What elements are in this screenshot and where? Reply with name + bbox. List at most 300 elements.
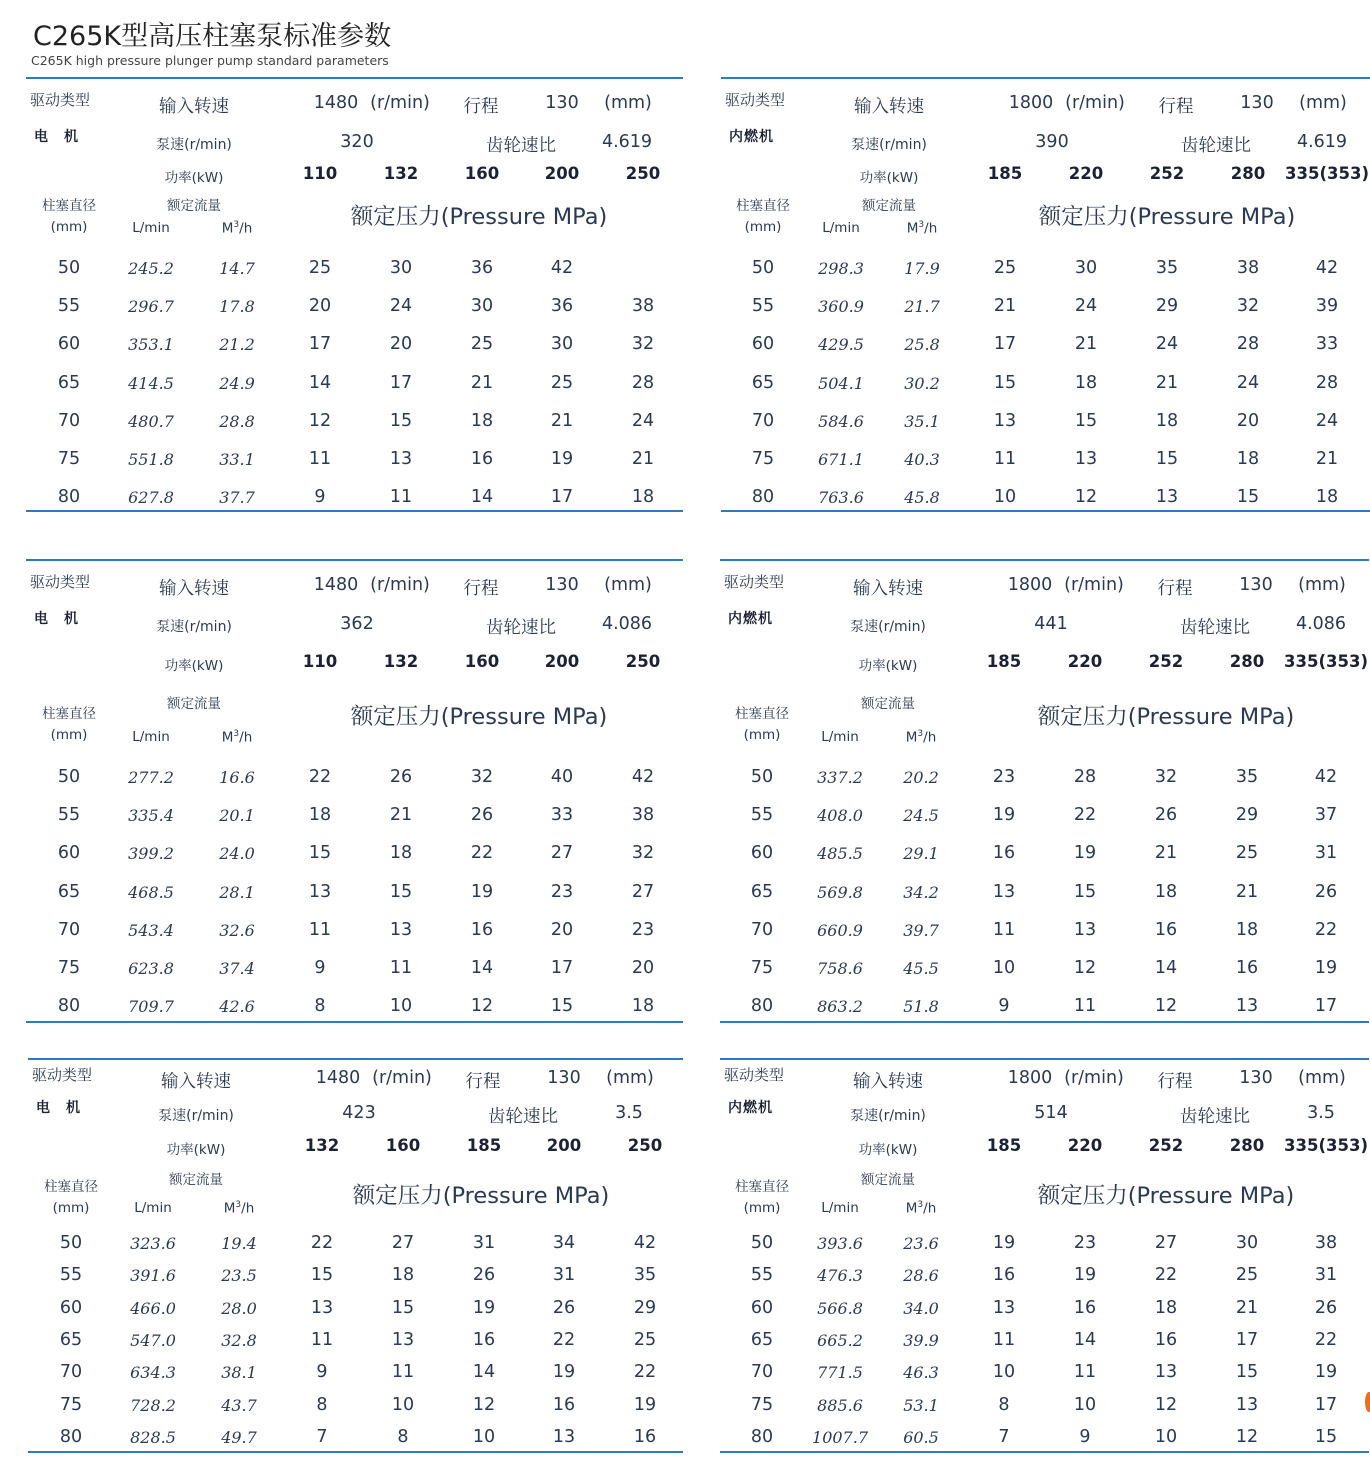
page-title: C265K型高压柱塞泵标准参数 [33,21,392,52]
pressure-value: 19 [1314,958,1338,978]
pressure-value: 33 [1315,334,1339,355]
drive-type-label: 驱动类型 [30,573,91,591]
pressure-value: 17 [1235,1329,1259,1350]
table-top-rule [26,559,683,561]
pressure-value: 15 [389,410,413,431]
plunger-diameter: 50 [57,767,81,787]
pressure-value: 7 [998,1426,1010,1447]
pressure-value: 38 [631,805,655,826]
pressure-value: 35 [633,1265,657,1286]
drive-type-value: 内燃机 [729,129,774,145]
gear-ratio-value: 4.086 [1295,614,1347,634]
power-value: 110 [302,652,338,671]
power-value: 200 [546,1136,582,1155]
flow-m3h: 46.3 [903,1363,939,1383]
pressure-value: 25 [550,372,574,393]
stroke-unit: (mm) [604,93,652,113]
flow-m3h: 60.5 [903,1427,939,1447]
flow-m3h: 20.1 [219,806,255,826]
pressure-value: 26 [1314,1297,1338,1318]
pressure-title: 额定压力(Pressure MPa) [350,204,608,230]
pressure-value: 13 [391,1329,415,1350]
pressure-value: 8 [316,1394,328,1415]
pressure-value: 22 [1154,1265,1178,1286]
stroke-value: 130 [1239,1068,1273,1088]
pressure-value: 20 [1236,410,1260,431]
pressure-value: 33 [550,805,574,826]
table-top-rule [28,1058,683,1060]
pressure-value: 24 [1155,334,1179,355]
power-value: 335(353) [1285,164,1369,183]
table-bottom-rule [26,1021,683,1023]
pump-speed-label: 泵速(r/min) [158,1108,234,1124]
pressure-value: 22 [310,1233,334,1253]
spec-table-2 [721,77,1370,512]
pressure-value: 19 [1073,843,1097,864]
pressure-value: 21 [389,805,413,826]
pressure-value: 19 [633,1394,657,1415]
plunger-dia-label: 柱塞直径 [42,198,96,214]
flow-lmin: 360.9 [818,297,864,317]
pressure-value: 40 [550,767,574,787]
pressure-value: 20 [550,919,574,940]
stroke-label: 行程 [1157,579,1193,599]
pressure-value: 15 [389,881,413,902]
pressure-value: 9 [314,958,326,978]
pressure-value: 15 [550,996,574,1017]
pressure-value: 11 [992,1329,1016,1350]
flow-m3h: 28.0 [221,1298,257,1318]
pressure-value: 38 [1236,258,1260,278]
flow-m3h: 28.6 [903,1266,939,1286]
flow-lmin: 584.6 [818,411,864,431]
pressure-value: 22 [633,1362,657,1383]
pressure-value: 24 [1236,372,1260,393]
gear-ratio-label: 齿轮速比 [486,136,556,156]
power-value: 280 [1230,164,1266,183]
pump-speed-label: 泵速(r/min) [850,1108,926,1124]
power-value: 250 [625,164,661,183]
rated-flow-label: 额定流量 [169,1172,223,1188]
pressure-value: 13 [308,881,332,902]
table-bottom-rule [721,510,1370,512]
pressure-value: 15 [308,843,332,864]
flow-m3h-label: $M^3/h$ [223,1200,255,1217]
flow-m3h: 23.6 [903,1234,939,1253]
table-top-rule [720,1058,1369,1060]
pressure-value: 9 [316,1362,328,1383]
pressure-value: 29 [1235,805,1259,826]
pressure-title: 额定压力(Pressure MPa) [1037,1183,1295,1209]
pressure-value: 31 [1314,843,1338,864]
flow-m3h: 45.8 [904,488,940,508]
pressure-value: 13 [1235,996,1259,1017]
pressure-value: 24 [389,296,413,317]
plunger-diameter: 50 [751,258,775,278]
page-subtitle: C265K high pressure plunger pump standard parameters [31,53,389,68]
flow-lmin-label: L/min [821,1200,859,1216]
flow-lmin: 429.5 [818,335,864,355]
pressure-value: 14 [472,1362,496,1383]
pressure-value: 10 [1073,1394,1097,1415]
pump-speed-value: 514 [1034,1103,1068,1123]
pressure-value: 11 [993,449,1017,469]
power-value: 185 [986,652,1022,671]
pressure-value: 7 [316,1426,328,1447]
input-speed-unit: (r/min) [372,1068,432,1088]
input-speed-unit: (r/min) [370,575,430,595]
flow-lmin: 480.7 [128,411,174,431]
pressure-value: 15 [1235,1362,1259,1383]
drive-type-value: 电 机 [36,1100,81,1116]
plunger-dia-label: 柱塞直径 [735,1179,789,1195]
pressure-value: 26 [472,1265,496,1286]
flow-lmin: 1007.7 [812,1427,868,1447]
pressure-value: 38 [631,296,655,317]
plunger-diameter: 65 [750,881,774,902]
plunger-diameter: 60 [751,334,775,355]
plunger-diameter: 75 [751,449,775,469]
pressure-value: 22 [1314,919,1338,940]
drive-type-value: 电 机 [34,611,79,627]
stroke-value: 130 [545,575,579,595]
pressure-value: 25 [1235,843,1259,864]
pressure-value: 37 [1314,805,1338,826]
pressure-value: 11 [308,449,332,469]
power-value: 110 [302,164,338,183]
flow-lmin: 408.0 [817,806,863,826]
flow-lmin: 771.5 [817,1363,863,1383]
pump-speed-value: 362 [340,614,374,634]
pressure-value: 23 [992,767,1016,787]
flow-m3h: 24.5 [903,806,939,826]
drive-type-label: 驱动类型 [32,1066,93,1084]
stroke-label: 行程 [1158,97,1194,117]
flow-m3h: 43.7 [221,1395,257,1415]
flow-m3h: 37.7 [219,488,255,508]
pressure-value: 12 [1073,958,1097,978]
pressure-value: 26 [552,1297,576,1318]
power-value: 280 [1229,1136,1265,1155]
plunger-dia-label: 柱塞直径 [736,198,790,214]
flow-lmin: 671.1 [818,450,864,469]
pump-speed-value: 423 [342,1103,376,1123]
pressure-value: 10 [472,1426,496,1447]
rated-flow-label: 额定流量 [861,696,915,712]
pressure-value: 38 [1314,1233,1338,1253]
flow-m3h: 40.3 [904,450,940,469]
table-bottom-rule [720,1451,1369,1453]
power-label: 功率(kW) [859,170,919,186]
table-top-rule [721,77,1370,79]
flow-m3h: 14.7 [219,259,255,278]
pressure-value: 24 [631,410,655,431]
pressure-value: 31 [552,1265,576,1286]
pressure-value: 35 [1155,258,1179,278]
pressure-value: 18 [1154,1297,1178,1318]
pressure-value: 11 [308,919,332,940]
stroke-value: 130 [547,1068,581,1088]
plunger-diameter: 75 [750,1394,774,1415]
table-top-rule [720,559,1369,561]
flow-m3h: 33.1 [219,450,255,469]
drive-type-label: 驱动类型 [724,573,785,591]
pressure-value: 23 [1073,1233,1097,1253]
pressure-value: 14 [470,487,494,508]
plunger-diameter: 55 [59,1265,83,1286]
flow-lmin: 485.5 [817,844,863,864]
pressure-value: 10 [992,1362,1016,1383]
flow-lmin: 634.3 [130,1363,176,1383]
flow-lmin: 665.2 [817,1330,863,1350]
pressure-value: 25 [1235,1265,1259,1286]
rated-flow-label: 额定流量 [861,1172,915,1188]
pressure-value: 12 [1235,1426,1259,1447]
pressure-value: 17 [550,487,574,508]
pump-speed-label: 泵速(r/min) [850,619,926,635]
gear-ratio-value: 4.086 [601,614,653,634]
power-label: 功率(kW) [164,658,224,674]
pressure-value: 31 [472,1233,496,1253]
pressure-value: 25 [993,258,1017,278]
stroke-value: 130 [1240,93,1274,113]
pressure-value: 10 [391,1394,415,1415]
flow-lmin: 393.6 [817,1234,863,1253]
pressure-value: 30 [550,334,574,355]
flow-lmin: 476.3 [817,1266,863,1286]
plunger-diameter: 80 [751,487,775,508]
pressure-value: 21 [631,449,655,469]
plunger-dia-label: 柱塞直径 [44,1179,98,1195]
pressure-value: 12 [1154,996,1178,1017]
pressure-value: 21 [1074,334,1098,355]
power-value: 200 [544,652,580,671]
pressure-value: 19 [470,881,494,902]
plunger-diameter: 50 [57,258,81,278]
power-value: 335(353) [1284,652,1368,671]
flow-m3h: 24.0 [219,844,255,864]
gear-ratio-label: 齿轮速比 [1180,618,1250,638]
flow-lmin: 335.4 [128,806,174,826]
pressure-value: 42 [1315,258,1339,278]
plunger-diameter: 50 [750,767,774,787]
flow-m3h: 53.1 [903,1395,939,1415]
pressure-value: 13 [552,1426,576,1447]
rated-flow-label: 额定流量 [167,696,221,712]
stroke-label: 行程 [463,579,499,599]
pressure-value: 28 [1236,334,1260,355]
stroke-unit: (mm) [1298,575,1346,595]
drive-type-label: 驱动类型 [724,1066,785,1084]
pressure-value: 26 [470,805,494,826]
plunger-diameter: 60 [59,1297,83,1318]
pressure-value: 9 [1079,1426,1091,1447]
flow-lmin: 551.8 [128,450,174,469]
pressure-value: 12 [1074,487,1098,508]
pressure-value: 17 [1314,1394,1338,1415]
table-bottom-rule [28,1451,683,1453]
pressure-value: 14 [470,958,494,978]
plunger-dia-unit: (mm) [50,219,88,235]
flow-lmin: 863.2 [817,997,863,1017]
plunger-dia-unit: (mm) [743,727,781,743]
power-value: 250 [625,652,661,671]
flow-m3h: 23.5 [221,1266,257,1286]
table-top-rule [26,77,683,79]
plunger-diameter: 60 [57,843,81,864]
pressure-value: 13 [993,410,1017,431]
pressure-value: 19 [550,449,574,469]
flow-m3h: 34.0 [903,1298,939,1318]
plunger-diameter: 65 [59,1329,83,1350]
flow-lmin: 660.9 [817,920,863,940]
pressure-value: 18 [1074,372,1098,393]
power-label: 功率(kW) [164,170,224,186]
pressure-value: 15 [1236,487,1260,508]
stroke-unit: (mm) [604,575,652,595]
pressure-value: 13 [992,881,1016,902]
pressure-value: 32 [1236,296,1260,317]
table-bottom-rule [26,510,683,512]
pressure-value: 29 [1155,296,1179,317]
pressure-value: 23 [550,881,574,902]
flow-m3h: 30.2 [904,373,940,393]
plunger-diameter: 55 [750,805,774,826]
pressure-value: 42 [633,1233,657,1253]
flow-lmin: 323.6 [130,1234,176,1253]
pressure-value: 22 [470,843,494,864]
pressure-value: 18 [631,996,655,1017]
input-speed-value: 1800 [1007,1068,1053,1088]
plunger-diameter: 65 [750,1329,774,1350]
pressure-value: 11 [992,919,1016,940]
plunger-diameter: 70 [59,1362,83,1383]
pressure-value: 15 [391,1297,415,1318]
flow-lmin: 296.7 [128,297,174,317]
flow-lmin: 547.0 [130,1330,176,1350]
pressure-value: 30 [470,296,494,317]
flow-lmin: 504.1 [818,373,864,393]
drive-type-value: 电 机 [34,129,79,145]
power-value: 132 [383,164,419,183]
pressure-value: 30 [1074,258,1098,278]
flow-lmin-label: L/min [822,220,860,236]
plunger-dia-unit: (mm) [52,1200,90,1216]
plunger-diameter: 75 [57,449,81,469]
flow-lmin: 543.4 [128,920,174,940]
pressure-value: 32 [1154,767,1178,787]
pressure-value: 21 [1315,449,1339,469]
pressure-title: 额定压力(Pressure MPa) [1038,204,1296,230]
flow-lmin: 828.5 [130,1427,176,1447]
pressure-value: 18 [1315,487,1339,508]
rated-flow-label: 额定流量 [862,198,916,214]
drive-type-value: 内燃机 [728,1100,773,1116]
pressure-value: 13 [1155,487,1179,508]
input-speed-label: 输入转速 [853,1072,923,1092]
power-value: 252 [1148,652,1184,671]
pressure-value: 36 [550,296,574,317]
flow-lmin: 569.8 [817,882,863,902]
pressure-value: 39 [1315,296,1339,317]
plunger-diameter: 70 [57,919,81,940]
pressure-value: 15 [993,372,1017,393]
stroke-label: 行程 [465,1072,501,1092]
flow-m3h-label: $M^3/h$ [905,1200,937,1217]
stroke-label: 行程 [1157,1072,1193,1092]
power-value: 160 [385,1136,421,1155]
pressure-value: 10 [389,996,413,1017]
flow-m3h: 21.7 [904,297,940,317]
gear-ratio-value: 4.619 [601,132,653,152]
plunger-diameter: 55 [751,296,775,317]
pressure-value: 27 [1154,1233,1178,1253]
pressure-value: 16 [1235,958,1259,978]
flow-m3h: 39.7 [903,920,939,940]
power-label: 功率(kW) [166,1142,226,1158]
input-speed-value: 1480 [315,1068,361,1088]
plunger-diameter: 50 [59,1233,83,1253]
pressure-value: 29 [633,1297,657,1318]
pressure-value: 22 [308,767,332,787]
plunger-diameter: 55 [57,805,81,826]
input-speed-label: 输入转速 [159,97,229,117]
stroke-unit: (mm) [1298,1068,1346,1088]
flow-lmin-label: L/min [134,1200,172,1216]
input-speed-unit: (r/min) [1064,575,1124,595]
pressure-value: 25 [633,1329,657,1350]
pressure-value: 12 [472,1394,496,1415]
pressure-value: 30 [389,258,413,278]
pressure-value: 19 [1073,1265,1097,1286]
pressure-value: 13 [1235,1394,1259,1415]
pressure-value: 8 [314,996,326,1017]
pump-speed-value: 441 [1034,614,1068,634]
pressure-value: 20 [308,296,332,317]
pressure-value: 16 [470,919,494,940]
stroke-value: 130 [545,93,579,113]
pressure-title: 额定压力(Pressure MPa) [1037,704,1295,730]
pressure-value: 14 [1154,958,1178,978]
input-speed-label: 输入转速 [854,97,924,117]
flow-lmin: 414.5 [128,373,174,393]
pressure-value: 12 [308,410,332,431]
pressure-value: 21 [1154,843,1178,864]
flow-m3h: 25.8 [904,335,940,355]
plunger-diameter: 80 [750,1426,774,1447]
flow-m3h: 28.8 [219,411,255,431]
plunger-diameter: 80 [57,487,81,508]
plunger-diameter: 65 [751,372,775,393]
flow-lmin: 298.3 [818,259,864,278]
pressure-value: 21 [993,296,1017,317]
pressure-value: 21 [550,410,574,431]
flow-m3h: 28.1 [219,882,255,902]
flow-lmin: 353.1 [128,335,174,355]
pressure-value: 25 [470,334,494,355]
plunger-diameter: 55 [750,1265,774,1286]
pressure-value: 11 [1073,996,1097,1017]
stroke-unit: (mm) [606,1068,654,1088]
pressure-value: 13 [310,1297,334,1318]
flow-m3h-label: $M^3/h$ [906,220,938,237]
pressure-value: 16 [992,843,1016,864]
gear-ratio-value: 3.5 [615,1103,643,1123]
power-value: 220 [1067,1136,1103,1155]
pressure-value: 34 [552,1233,576,1253]
pressure-value: 17 [993,334,1017,355]
pressure-value: 28 [1073,767,1097,787]
